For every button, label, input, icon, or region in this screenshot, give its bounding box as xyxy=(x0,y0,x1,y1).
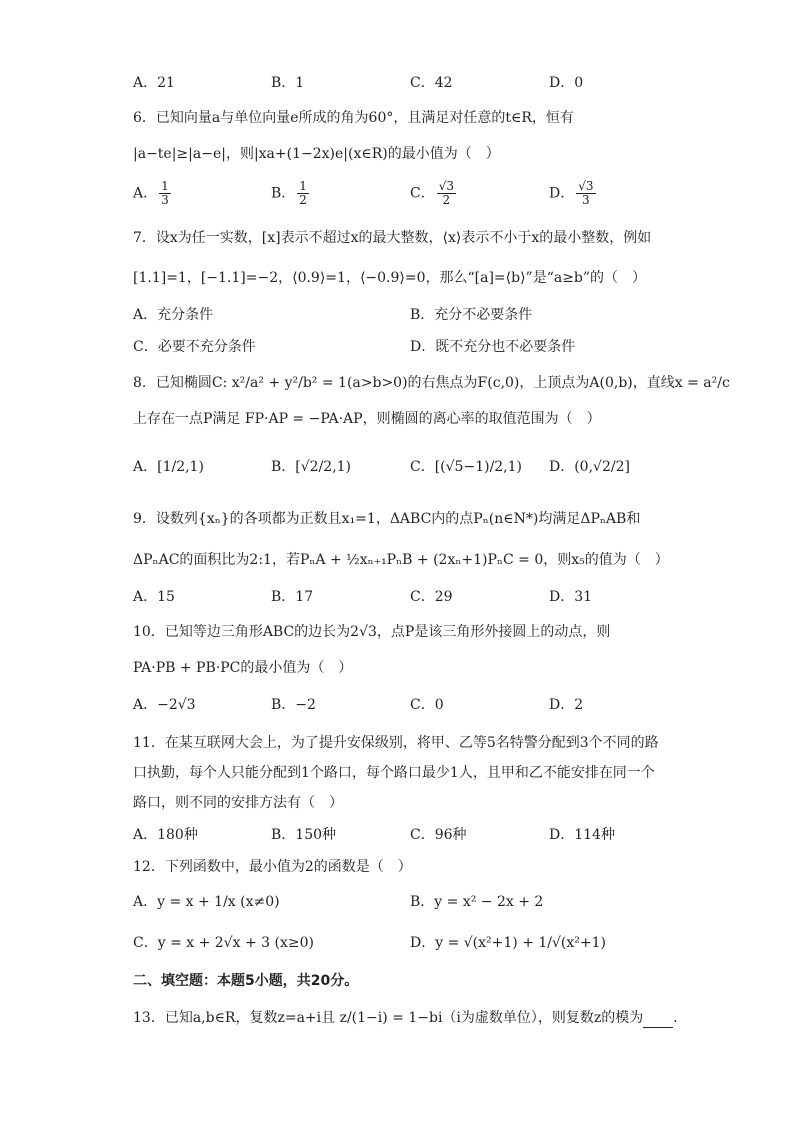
q12-stem: 12．下列函数中，最小值为2的函数是（ ） xyxy=(133,859,412,875)
q6-option-a xyxy=(133,180,173,207)
q6-option-b-numerator: 1 xyxy=(299,179,307,193)
q7-option-c: C．必要不充分条件 xyxy=(133,339,256,355)
q9-option-c: C．29 xyxy=(410,589,453,605)
q7-option-b: B．充分不必要条件 xyxy=(410,307,533,323)
q10-option-a: A．−2√3 xyxy=(133,697,196,713)
q6-stem-line2: |a−te|≥|a−e|，则|xa+(1−2x)e|(x∈R)的最小值为（ ） xyxy=(133,146,500,162)
option-a: A．21 xyxy=(133,75,175,91)
q6-option-a-numerator: 1 xyxy=(161,179,169,193)
q7-stem-line2: [1.1]=1，[−1.1]=−2，⟨0.9⟩=1，⟨−0.9⟩=0，那么“[a]=⟨b⟩”是“a≥b”的（ ） xyxy=(133,270,647,286)
q11-option-c: C．96种 xyxy=(410,827,467,843)
q6-option-c xyxy=(410,180,458,207)
q6-option-d-fraction xyxy=(576,180,595,207)
q6-option-c-label: C． xyxy=(410,185,435,202)
q8-option-c: C．[(√5−1)/2,1) xyxy=(410,459,523,475)
q6-stem-line1: 6．已知向量a与单位向量e所成的角为60°，且满足对任意的t∈R，恒有 xyxy=(133,110,574,126)
q6-option-d-numerator: √3 xyxy=(578,179,594,193)
q9-option-a: A．15 xyxy=(133,589,175,605)
q9-stem-line1: 9．设数列{xₙ}的各项都为正数且x₁=1，ΔABC内的点Pₙ(n∈N*)均满足ΔPₙAB和 xyxy=(133,511,641,527)
answer-blank[interactable] xyxy=(643,1013,673,1028)
option-b: B．1 xyxy=(271,75,305,91)
q10-stem-line2: PA·PB + PB·PC的最小值为（ ） xyxy=(133,660,353,676)
q6-option-a-label: A． xyxy=(133,185,158,202)
q8-stem-line2: 上存在一点P满足 FP·AP = −PA·AP，则椭圆的离心率的取值范围为（ ） xyxy=(133,411,601,427)
q6-option-c-denominator: 2 xyxy=(442,193,451,207)
q9-stem-line2: ΔPₙAC的面积比为2:1，若PₙA + ½xₙ₊₁PₙB + (2xₙ+1)PₙC = 0，则x₅的值为（ ） xyxy=(133,552,669,568)
q12-option-d: D．y = √(x²+1) + 1/√(x²+1) xyxy=(410,935,606,951)
q6-option-d-label: D． xyxy=(549,185,575,202)
q10-option-c: C．0 xyxy=(410,697,444,713)
q12-option-b: B．y = x² − 2x + 2 xyxy=(410,894,544,910)
q7-option-a: A．充分条件 xyxy=(133,307,214,323)
q11-stem-line3: 路口，则不同的安排方法有（ ） xyxy=(133,795,343,811)
section-title: 二、填空题：本题5小题，共20分。 xyxy=(133,973,359,989)
q10-option-b: B．−2 xyxy=(271,697,316,713)
q11-option-b: B．150种 xyxy=(271,827,337,843)
q6-option-d xyxy=(549,180,598,207)
q13-end: ． xyxy=(673,1010,688,1026)
q12-option-c: C．y = x + 2√x + 3 (x≥0) xyxy=(133,935,314,951)
q13-stem xyxy=(133,1008,687,1028)
q6-option-c-numerator: √3 xyxy=(438,179,454,193)
q10-stem-line1: 10．已知等边三角形ABC的边长为2√3，点P是该三角形外接圆上的动点，则 xyxy=(133,624,611,640)
q6-option-b-fraction xyxy=(297,180,309,207)
q10-option-d: D．2 xyxy=(549,697,584,713)
q8-option-b: B．[√2/2,1) xyxy=(271,459,352,475)
q11-option-a: A．180种 xyxy=(133,827,198,843)
q7-option-d: D．既不充分也不必要条件 xyxy=(410,339,576,355)
q11-stem-line1: 11．在某互联网大会上，为了提升安保级别，将甲、乙等5名特警分配到3个不同的路 xyxy=(133,735,659,751)
q6-option-a-fraction xyxy=(159,180,171,207)
q13-text: 13．已知a,b∈R，复数z=a+i且 z/(1−i) = 1−bi（i为虚数单位），则复数z的模为 xyxy=(133,1010,644,1026)
q11-option-d: D．114种 xyxy=(549,827,615,843)
q7-stem-line1: 7．设x为任一实数，[x]表示不超过x的最大整数，⟨x⟩表示不小于x的最小整数，例如 xyxy=(133,230,652,246)
option-d: D．0 xyxy=(549,75,584,91)
option-c: C．42 xyxy=(410,75,453,91)
q8-stem-line1: 8．已知椭圆C: x²/a² + y²/b² = 1(a>b>0)的右焦点为F(c,0)，上顶点为A(0,b)，直线x = a²/c xyxy=(133,375,730,391)
q6-option-b-label: B． xyxy=(271,185,296,202)
q6-option-d-denominator: 3 xyxy=(582,193,590,207)
q11-stem-line2: 口执勤，每个人只能分配到1个路口，每个路口最少1人，且甲和乙不能安排在同一个 xyxy=(133,765,655,781)
q8-option-d: D．(0,√2/2] xyxy=(549,459,630,475)
q6-option-c-fraction xyxy=(437,180,456,207)
q6-option-b-denominator: 2 xyxy=(299,193,307,207)
q9-option-d: D．31 xyxy=(549,589,593,605)
q12-option-a: A．y = x + 1/x (x≠0) xyxy=(133,894,280,910)
q6-option-b xyxy=(271,180,311,207)
q6-option-a-denominator: 3 xyxy=(161,193,169,207)
q8-option-a: A．[1/2,1) xyxy=(133,459,204,475)
q9-option-b: B．17 xyxy=(271,589,314,605)
